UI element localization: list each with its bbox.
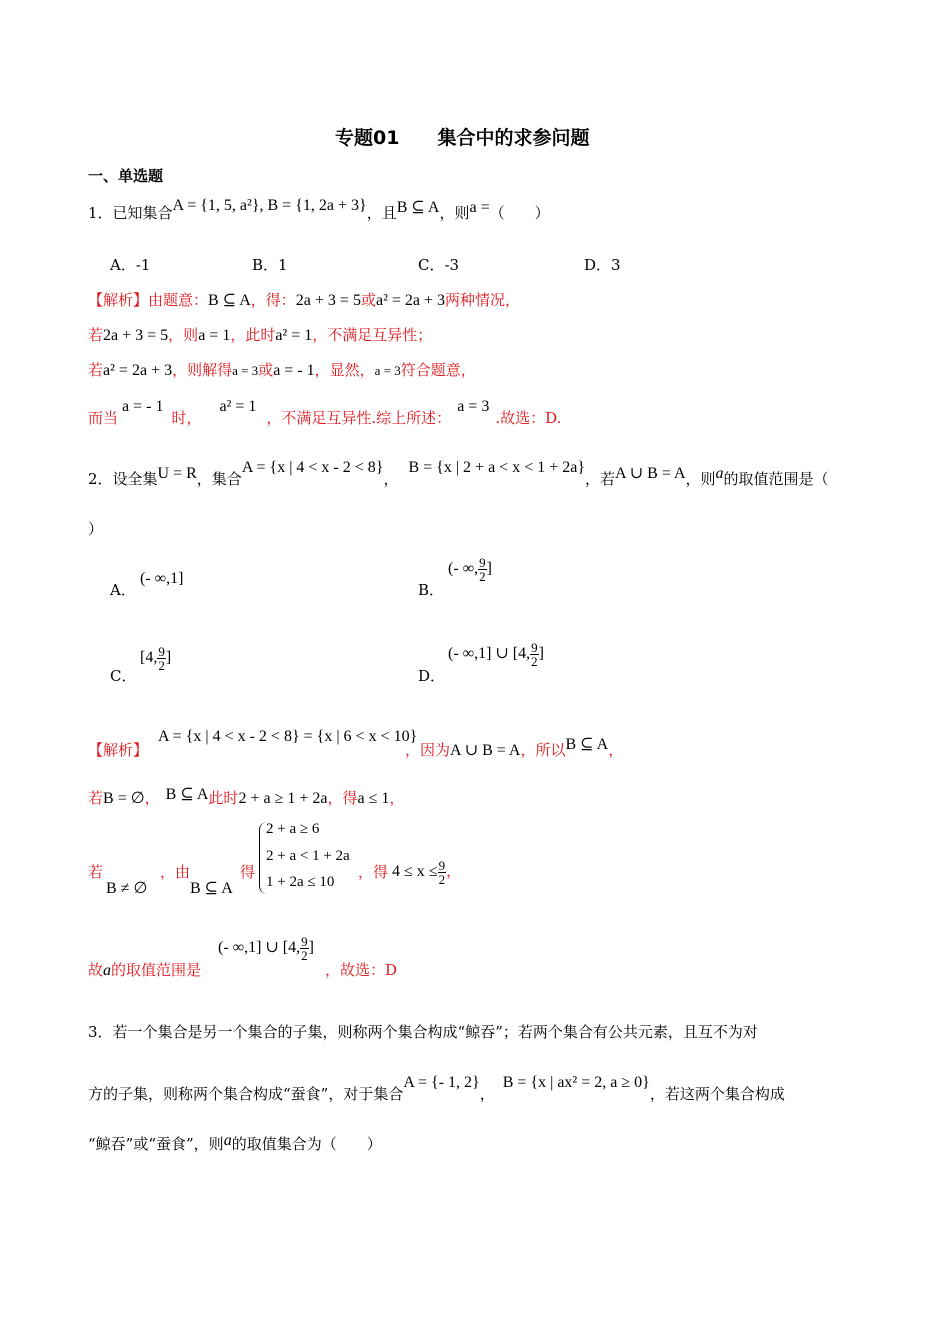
- q3-text: ，若这两个集合构成: [649, 1085, 785, 1103]
- sol-text: ，: [608, 741, 624, 759]
- sol-text: ，显然，: [314, 361, 375, 379]
- q2-set-b: B = {x | 2 + a < x < 1 + 2a}: [408, 459, 586, 476]
- sol-text: 或: [258, 361, 274, 379]
- q2-sol-l3-range: [392, 859, 461, 886]
- sol-text: ，不满足互异性.综上所述：: [266, 409, 452, 427]
- sol-math: a = - 1: [273, 362, 315, 379]
- q1-cond: B ⊆ A: [396, 199, 440, 216]
- sol-text: ，: [389, 789, 405, 807]
- sol-math: B ⊆ A: [165, 786, 209, 803]
- q3-text: ，: [479, 1085, 495, 1103]
- frac-den: 2: [479, 569, 486, 584]
- q2-sol-l4-range: [218, 935, 314, 962]
- q2-stem: 2．设全集: [88, 470, 158, 488]
- sol-math: a = 1: [198, 327, 231, 344]
- q2-variable: a: [715, 465, 724, 482]
- q2-sol-l3-c: ，由: [160, 863, 191, 881]
- q2-condition: A ∪ B = A: [615, 465, 686, 482]
- q3-text: 方的子集，则称两个集合构成“蚕食”，对于集合: [88, 1085, 404, 1103]
- q2-sol-l3-e: 得: [240, 863, 256, 881]
- q1-ask-var: a =: [469, 199, 490, 216]
- solution-tag: 【解析】: [88, 291, 149, 309]
- frac-num: 9: [438, 858, 446, 873]
- q2-solution-tag: 【解析】: [88, 741, 149, 759]
- interval-text: [4,: [140, 649, 158, 667]
- q2-stem-close: ）: [88, 520, 104, 538]
- q2-option-a-label: A．: [110, 581, 136, 599]
- sol-math: a = - 1: [122, 398, 164, 415]
- sol-math: B ⊆ A: [565, 736, 609, 753]
- q2-stem: 的取值范围是（: [723, 470, 829, 488]
- system-line-1: 2 + a ≥ 6: [266, 821, 320, 837]
- q1-solution-line-4: [88, 398, 562, 428]
- sol-text: .故选：D.: [495, 409, 562, 427]
- sol-math: 2a + 3 = 5: [103, 327, 169, 344]
- page-title: 专题01 集合中的求参问题: [335, 127, 590, 149]
- q2-solution-line-2: [88, 786, 405, 808]
- q1-stem: 1．已知集合: [88, 204, 173, 222]
- q2-sol-l3-a: 若: [88, 863, 104, 881]
- sol-text: ，得: [327, 789, 358, 807]
- q1-solution-line-2: [88, 327, 432, 345]
- q2-sol-l4-d: ，故选：D: [325, 961, 398, 979]
- system-line-3: 1 + 2a ≤ 10: [266, 874, 335, 890]
- q1-cond-pre: ，且: [366, 204, 397, 222]
- q2-set-a: A = {x | 4 < x - 2 < 8}: [241, 459, 384, 476]
- q3-line-2: [88, 1074, 785, 1104]
- frac-num: 9: [301, 934, 308, 949]
- q2-option-d: [448, 641, 544, 668]
- sol-math: a = 3: [232, 363, 259, 378]
- q1-solution-line-3: [88, 362, 476, 380]
- section-heading: 一、单选题: [88, 167, 164, 185]
- q2-solution-line-1: [405, 736, 624, 760]
- sol-text: 故: [88, 961, 104, 979]
- frac-den: 2: [301, 948, 308, 963]
- q2-option-c-label: C．: [110, 667, 137, 685]
- q3-variable: a: [223, 1132, 232, 1149]
- q1-option-a: A．-1: [110, 256, 151, 274]
- q2-option-a: (- ∞,1]: [140, 570, 184, 587]
- sol-math: B = ∅: [103, 790, 145, 807]
- interval-text: ]: [538, 645, 544, 663]
- sol-text: ，因为: [405, 741, 451, 759]
- q3-text: 的取值集合为（ ）: [231, 1135, 382, 1153]
- q2-stem: ，: [383, 470, 399, 488]
- sol-text: ，所以: [520, 741, 566, 759]
- q3-line-1: 3．若一个集合是另一个集合的子集，则称两个集合构成“鲸吞”；若两个集合有公共元素，且互不为对: [88, 1023, 758, 1041]
- q1-ask-post: （ ）: [489, 204, 550, 222]
- q3-set-a: A = {- 1, 2}: [403, 1074, 480, 1091]
- interval-text: (- ∞,1] ∪ [4,: [448, 645, 531, 663]
- q1-set-b: , B = {1, 2a + 3}: [259, 197, 367, 214]
- frac-num: 9: [158, 644, 165, 659]
- sol-text: ，: [144, 789, 160, 807]
- sol-text: 由题意：: [148, 291, 209, 309]
- q1-option-b: B．1: [252, 256, 288, 274]
- question-1: [88, 197, 550, 223]
- sol-text: 此时: [208, 789, 239, 807]
- interval-text: ]: [165, 649, 172, 667]
- q2-universal-set: U = R: [157, 465, 197, 482]
- q2-sol-l3-f: ，得: [358, 863, 389, 881]
- interval-text: ]: [308, 939, 314, 957]
- frac-den: 2: [158, 658, 165, 673]
- frac-den: 2: [531, 654, 538, 669]
- sol-text: 两种情况，: [445, 291, 521, 309]
- sol-text: 的取值范围是: [111, 961, 202, 979]
- sol-text: ，则解得: [172, 361, 233, 379]
- sol-math: a² = 2a + 3: [103, 362, 173, 379]
- q2-option-d-label: D．: [418, 667, 446, 685]
- q2-sol-l3-b: B ≠ ∅: [106, 880, 148, 897]
- sol-math: a = 3: [457, 398, 490, 415]
- sol-math: B ⊆ A: [208, 292, 251, 309]
- sol-text: ，得：: [250, 291, 296, 309]
- q2-option-b: [448, 556, 492, 583]
- q2-stem: ，则: [685, 470, 716, 488]
- q2-sol-l3-d: B ⊆ A: [190, 880, 233, 897]
- q1-solution-line-1: [88, 292, 520, 310]
- sol-math: a² = 2a + 3: [375, 292, 446, 309]
- sol-text: ，不满足互异性；: [312, 326, 433, 344]
- q2-solution-line-4: [88, 962, 201, 980]
- frac-den: 2: [438, 872, 446, 887]
- sol-math: 2 + a ≥ 1 + 2a: [238, 790, 328, 807]
- sol-text: 符合题意，: [400, 361, 476, 379]
- q1-set-a: A = {1, 5, a²}: [172, 197, 260, 214]
- sol-text: 而当: [88, 409, 119, 427]
- q2-stem: ，若: [585, 470, 616, 488]
- interval-text: (- ∞,1] ∪ [4,: [218, 939, 301, 957]
- q2-option-c: [140, 645, 171, 672]
- q3-text: “鲸吞”或“蚕食”，则: [88, 1135, 224, 1153]
- q2-stem: ，集合: [196, 470, 242, 488]
- sol-math: 2a + 3 = 5: [295, 292, 361, 309]
- sol-text: ，此时: [230, 326, 276, 344]
- q3-set-b: B = {x | ax² = 2, a ≥ 0}: [502, 1074, 650, 1091]
- interval-text: (- ∞,: [448, 560, 479, 578]
- sol-text: ，: [446, 862, 462, 881]
- frac-num: 9: [479, 555, 486, 570]
- sol-text: 若: [88, 326, 104, 344]
- sol-math: a ≤ 1: [357, 790, 390, 807]
- q1-ask-pre: ，则: [439, 204, 470, 222]
- sol-math: a² = 1: [219, 398, 257, 415]
- q2-solution-set-a: A = {x | 4 < x - 2 < 8} = {x | 6 < x < 10}: [158, 728, 418, 745]
- frac-num: 9: [531, 640, 538, 655]
- sol-math: a = 3: [374, 363, 401, 378]
- question-2: [88, 459, 829, 489]
- sol-math: 4 ≤ x ≤: [392, 863, 438, 881]
- q1-option-c: C．-3: [418, 256, 460, 274]
- q1-option-d: D．3: [584, 256, 621, 274]
- sol-math: A ∪ B = A: [450, 742, 521, 759]
- sol-text: 若: [88, 789, 104, 807]
- sol-math: a: [103, 962, 112, 979]
- system-line-2: 2 + a < 1 + 2a: [266, 848, 350, 864]
- q3-line-3: [88, 1132, 382, 1154]
- sol-math: a² = 1: [275, 327, 313, 344]
- sol-text: 或: [360, 291, 376, 309]
- q2-option-b-label: B．: [418, 581, 445, 599]
- sol-text: 时，: [171, 409, 202, 427]
- sol-text: ，则: [168, 326, 199, 344]
- interval-text: ]: [486, 560, 492, 578]
- sol-text: 若: [88, 361, 104, 379]
